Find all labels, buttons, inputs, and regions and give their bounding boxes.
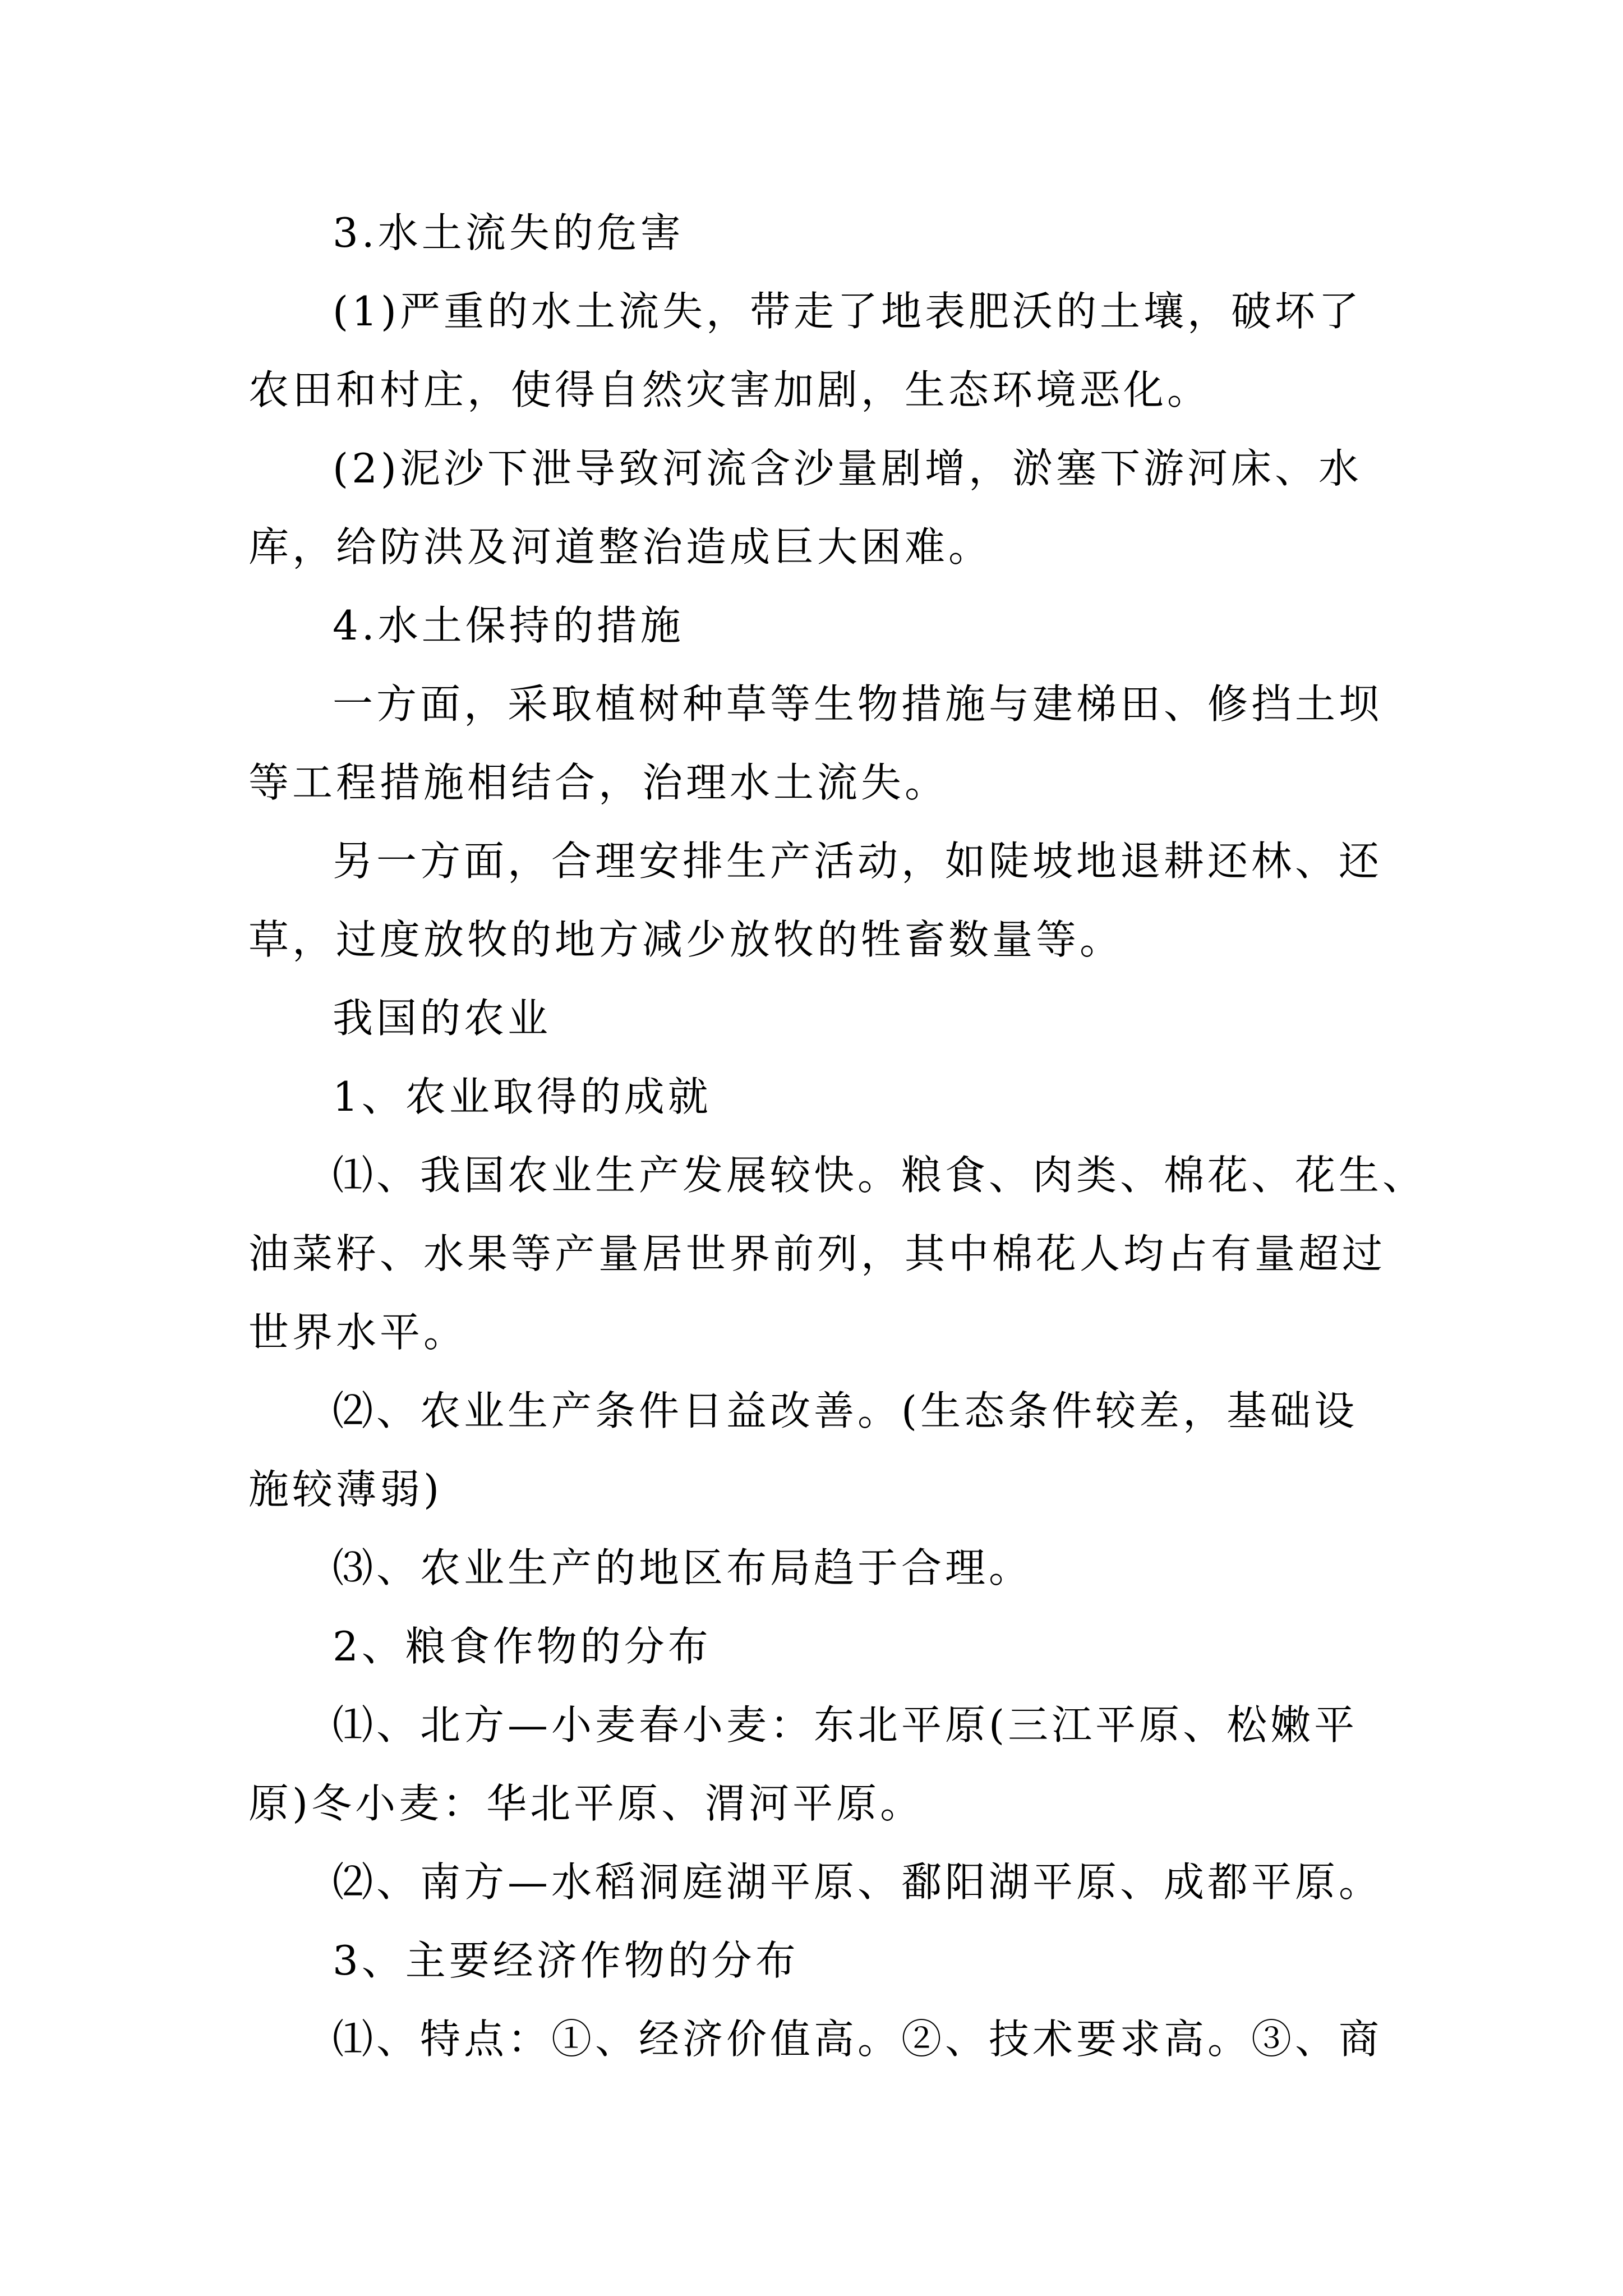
paragraph-line: (2)泥沙下泄导致河流含沙量剧增，淤塞下游河床、水 xyxy=(333,445,1362,492)
paragraph-line: 油菜籽、水果等产量居世界前列，其中棉花人均占有量超过 xyxy=(248,1230,1386,1277)
paragraph-line: (1)严重的水土流失，带走了地表肥沃的土壤，破坏了 xyxy=(333,288,1362,335)
paragraph-line: 施较薄弱) xyxy=(248,1466,443,1513)
paragraph-line: 农田和村庄，使得自然灾害加剧，生态环境恶化。 xyxy=(248,366,1211,413)
subheading-grain-crops: 2、粮食作物的分布 xyxy=(333,1623,712,1670)
paragraph-line: ⑴、特点：①、经济价值高。②、技术要求高。③、商 xyxy=(333,2016,1383,2063)
paragraph-line: ⑶、农业生产的地区布局趋于合理。 xyxy=(333,1544,1033,1591)
paragraph-line: 草，过度放牧的地方减少放牧的牲畜数量等。 xyxy=(248,916,1124,963)
section-heading-agriculture: 我国的农业 xyxy=(333,995,552,1042)
paragraph-line: 世界水平。 xyxy=(248,1309,468,1356)
paragraph-line: ⑴、我国农业生产发展较快。粮食、肉类、棉花、花生、 xyxy=(333,1152,1427,1199)
paragraph-line: ⑴、北方—小麦春小麦：东北平原(三江平原、松嫩平 xyxy=(333,1701,1358,1749)
paragraph-line: 库，给防洪及河道整治造成巨大困难。 xyxy=(248,523,993,570)
paragraph-line: ⑵、农业生产条件日益改善。(生态条件较差，基础设 xyxy=(333,1387,1358,1434)
paragraph-line: 原)冬小麦：华北平原、渭河平原。 xyxy=(248,1780,924,1827)
section-heading-soil-erosion-harm: 3.水土流失的危害 xyxy=(333,209,684,256)
subheading-achievements: 1、农业取得的成就 xyxy=(333,1073,712,1120)
paragraph-line: 一方面，采取植树种草等生物措施与建梯田、修挡土坝 xyxy=(333,680,1383,728)
paragraph-line: 等工程措施相结合，治理水土流失。 xyxy=(248,759,949,806)
subheading-economic-crops: 3、主要经济作物的分布 xyxy=(333,1937,799,1984)
paragraph-line: 另一方面，合理安排生产活动，如陡坡地退耕还林、还 xyxy=(333,838,1383,885)
section-heading-soil-conservation: 4.水土保持的措施 xyxy=(333,602,684,649)
paragraph-line: ⑵、南方—水稻洞庭湖平原、鄱阳湖平原、成都平原。 xyxy=(333,1858,1383,1906)
